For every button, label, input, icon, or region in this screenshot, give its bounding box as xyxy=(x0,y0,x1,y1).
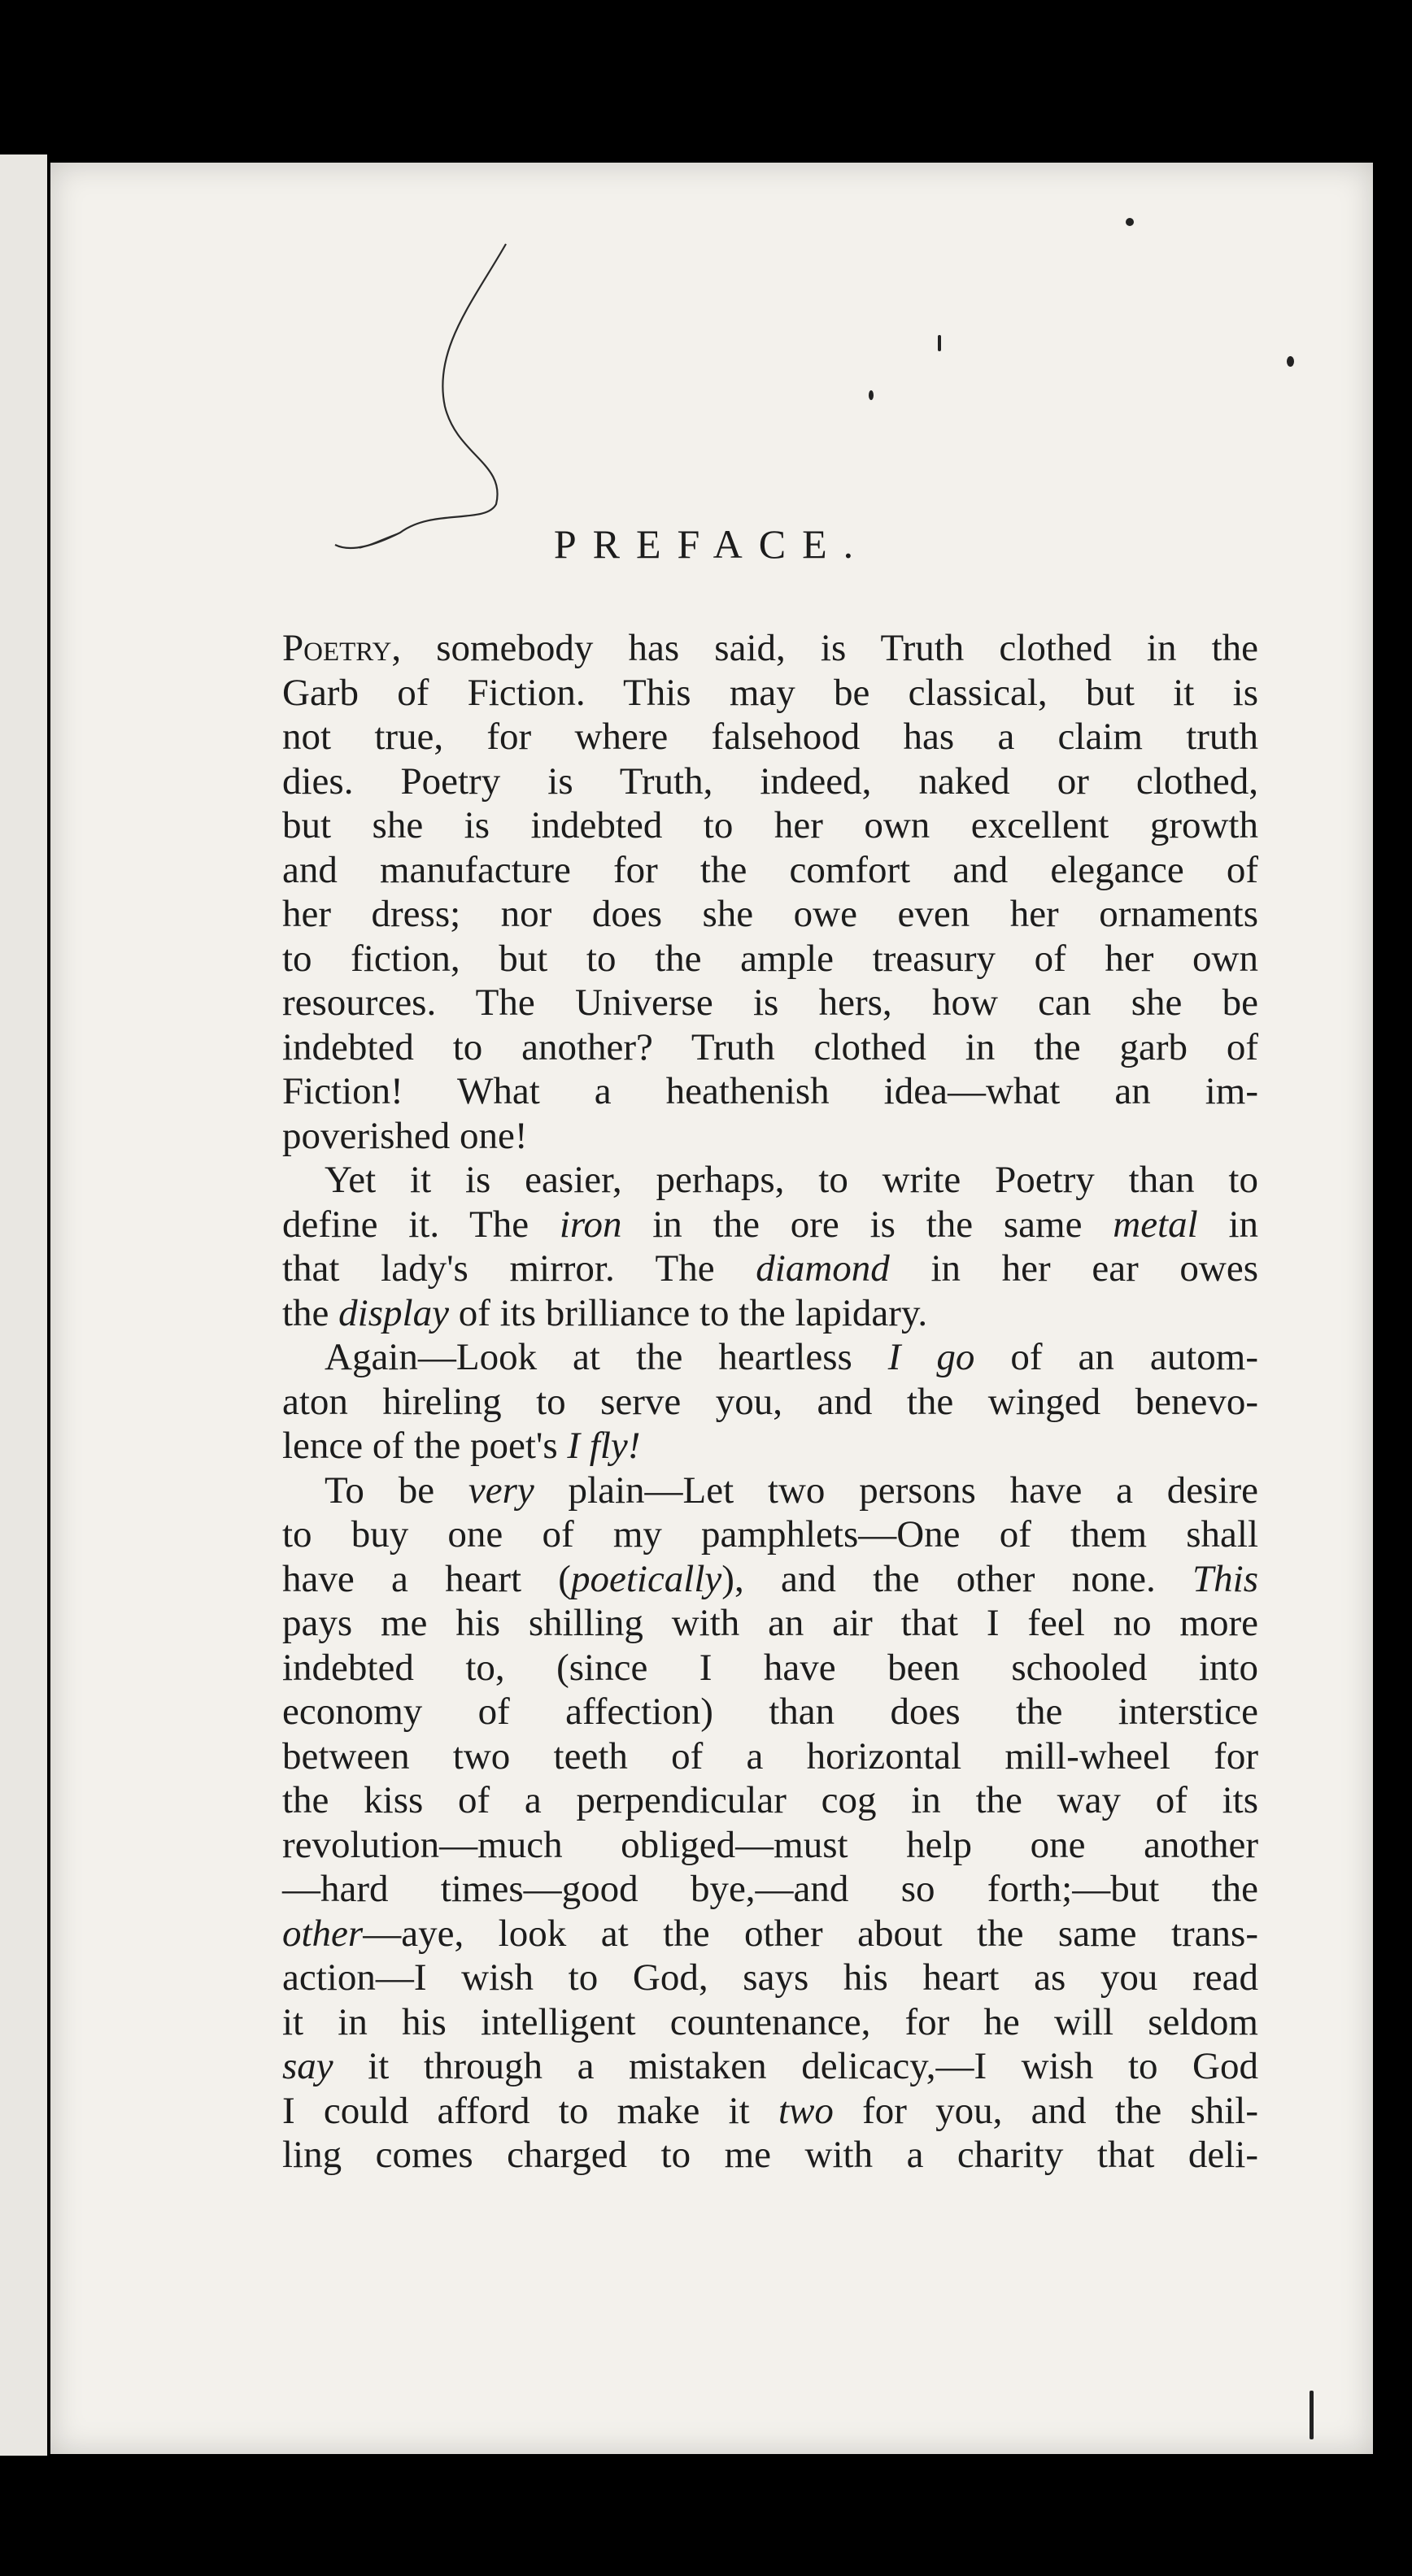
text-line xyxy=(282,1823,1258,1868)
text-segment: Garb of Fiction. This may be classical, but it is xyxy=(282,671,1258,714)
ink-speck xyxy=(869,390,874,400)
ink-speck xyxy=(1126,218,1134,226)
text-segment: in her ear owes xyxy=(889,1247,1258,1290)
text-segment: resources. The Universe is hers, how can she be xyxy=(282,981,1258,1024)
text-line xyxy=(282,1335,1258,1380)
text-segment: ), and the other none. xyxy=(721,1557,1192,1600)
text-line xyxy=(282,1069,1258,1114)
text-line xyxy=(282,1778,1258,1823)
text-segment: —aye, look at the other about the same trans- xyxy=(363,1912,1258,1955)
text-line xyxy=(282,1424,1258,1469)
text-segment: for you, and the shil- xyxy=(833,2089,1259,2132)
text-line xyxy=(282,626,1258,671)
text-segment: poverished one! xyxy=(282,1114,528,1157)
text-segment: —hard times—good bye,—and so forth;—but the xyxy=(282,1868,1258,1910)
text-line xyxy=(282,759,1258,804)
preface-body xyxy=(282,626,1258,2178)
text-segment: it in his intelligent countenance, for he will seldom xyxy=(282,2000,1258,2043)
italic-text: diamond xyxy=(756,1247,890,1290)
text-line xyxy=(282,937,1258,981)
facing-page-edge xyxy=(0,154,47,2456)
text-line xyxy=(282,1512,1258,1557)
ink-speck xyxy=(1310,2391,1314,2439)
text-segment: the xyxy=(282,1291,339,1334)
text-segment: indebted to, (since I have been schooled into xyxy=(282,1646,1258,1689)
text-segment: of an autom- xyxy=(974,1336,1259,1378)
text-segment: to buy one of my pamphlets—One of them shall xyxy=(282,1513,1258,1556)
text-line xyxy=(282,2000,1258,2045)
text-line xyxy=(282,1203,1258,1247)
page-title: PREFACE. xyxy=(553,521,870,567)
text-line xyxy=(282,1247,1258,1291)
text-line xyxy=(282,892,1258,937)
text-segment: ling comes charged to me with a charity that deli- xyxy=(282,2134,1258,2176)
italic-text: very xyxy=(468,1469,534,1512)
text-segment: lence of the poet's xyxy=(282,1425,568,1467)
text-line xyxy=(282,1114,1258,1159)
text-line xyxy=(282,1025,1258,1070)
text-line xyxy=(282,1291,1258,1336)
text-line xyxy=(282,1912,1258,1956)
text-line xyxy=(282,1380,1258,1425)
text-line xyxy=(282,1646,1258,1690)
text-segment: have a heart ( xyxy=(282,1557,571,1600)
text-line xyxy=(282,1734,1258,1779)
text-segment: and manufacture for the comfort and elegance of xyxy=(282,848,1258,891)
text-segment: in xyxy=(1197,1203,1259,1246)
italic-text: I fly! xyxy=(567,1425,641,1467)
ink-speck xyxy=(1287,356,1294,367)
text-segment: action—I wish to God, says his heart as you read xyxy=(282,1956,1258,1999)
text-segment: pays me his shilling with an air that I feel no more xyxy=(282,1602,1258,1644)
text-segment: to fiction, but to the ample treasury of her own xyxy=(282,937,1258,980)
text-segment: her dress; nor does she owe even her ornaments xyxy=(282,893,1258,935)
text-segment: but she is indebted to her own excellent growth xyxy=(282,804,1258,846)
text-segment: aton hireling to serve you, and the winged benevo- xyxy=(282,1380,1258,1423)
text-segment: define it. The xyxy=(282,1203,560,1246)
text-line xyxy=(282,848,1258,893)
book-page xyxy=(50,163,1373,2454)
pen-scribble-mark xyxy=(50,163,1373,569)
italic-text: other xyxy=(282,1912,364,1955)
text-segment: revolution—much obliged—must help one another xyxy=(282,1823,1258,1866)
text-segment: that lady's mirror. The xyxy=(282,1247,756,1290)
text-line xyxy=(282,981,1258,1025)
text-segment: of its brilliance to the lapidary. xyxy=(448,1291,928,1334)
text-segment: it through a mistaken delicacy,—I wish to God xyxy=(333,2045,1258,2087)
text-line xyxy=(282,1601,1258,1646)
text-line xyxy=(282,2133,1258,2178)
text-line xyxy=(282,1557,1258,1602)
text-segment: Yet it is easier, perhaps, to write Poetry than to xyxy=(325,1159,1258,1201)
text-segment: I could afford to make it xyxy=(282,2089,778,2132)
italic-text: say xyxy=(282,2045,333,2087)
text-segment: , somebody has said, is Truth clothed in the xyxy=(391,627,1258,669)
text-line xyxy=(282,2089,1258,2134)
text-line xyxy=(282,1956,1258,2000)
italic-text: iron xyxy=(559,1203,622,1246)
text-line xyxy=(282,715,1258,759)
text-line xyxy=(282,1158,1258,1203)
text-line xyxy=(282,1867,1258,1912)
text-segment: not true, for where falsehood has a claim truth xyxy=(282,716,1258,758)
text-segment: in the ore is the same xyxy=(621,1203,1113,1246)
italic-text: metal xyxy=(1113,1203,1198,1246)
text-segment: between two teeth of a horizontal mill-wheel for xyxy=(282,1734,1258,1778)
ink-speck xyxy=(938,335,941,351)
text-line xyxy=(282,803,1258,848)
text-line xyxy=(282,1690,1258,1734)
text-line xyxy=(282,2044,1258,2089)
text-segment: indebted to another? Truth clothed in the garb of xyxy=(282,1025,1258,1068)
text-segment: plain—Let two persons have a desire xyxy=(534,1469,1258,1512)
text-line xyxy=(282,1469,1258,1513)
text-segment: Fiction! What a heathenish idea—what an im- xyxy=(282,1070,1258,1112)
italic-text: two xyxy=(778,2089,834,2132)
italic-text: poetically xyxy=(570,1557,722,1600)
italic-text: display xyxy=(338,1291,449,1334)
text-segment: economy of affection) than does the interstice xyxy=(282,1690,1258,1733)
small-caps-text: Poetry xyxy=(282,627,392,669)
text-line xyxy=(282,671,1258,716)
italic-text: This xyxy=(1192,1557,1258,1600)
text-segment: dies. Poetry is Truth, indeed, naked or clothed, xyxy=(282,759,1258,803)
italic-text: I go xyxy=(887,1336,975,1378)
text-segment: To be xyxy=(325,1469,468,1512)
text-segment: the kiss of a perpendicular cog in the way of its xyxy=(282,1779,1258,1821)
text-segment: Again—Look at the heartless xyxy=(325,1336,888,1378)
